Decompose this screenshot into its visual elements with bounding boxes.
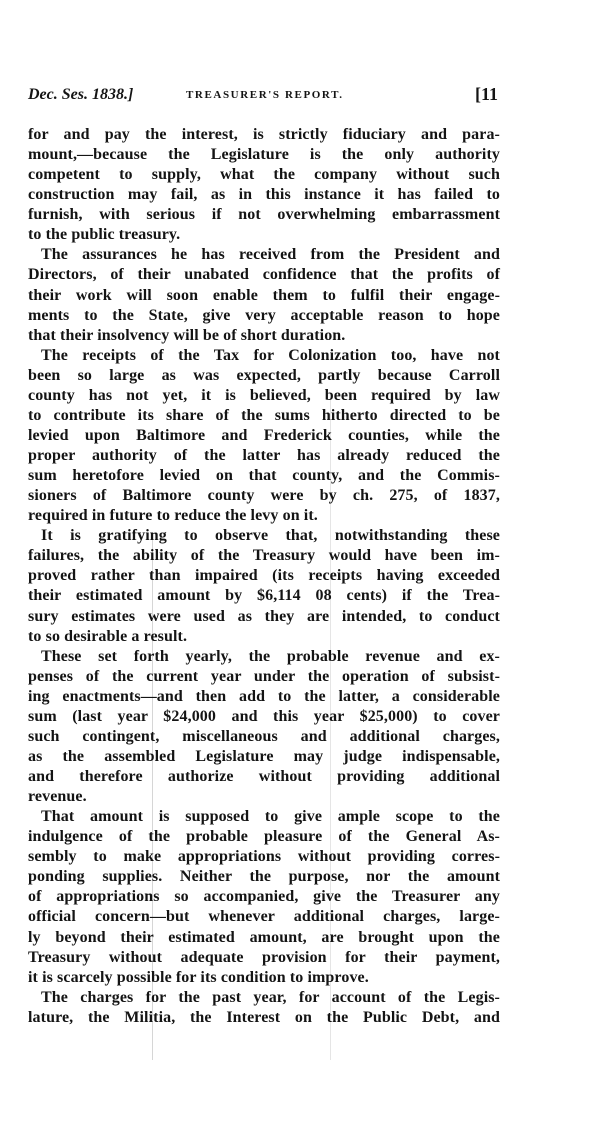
text-line: These set forth yearly, the probable revenue and ex-: [41, 647, 500, 665]
text-line: their work will soon enable them to fulfil their engage-: [28, 286, 500, 304]
text-line: to contribute its share of the sums hitherto directed to be: [28, 406, 500, 424]
text-line: proved rather than impaired (its receipts having exceeded: [28, 567, 500, 585]
text-line: The receipts of the Tax for Colonization too, have not: [41, 346, 500, 364]
text-line: sum (last year $24,000 and this year $25,000) to cover: [28, 707, 500, 725]
text-line: Treasury without adequate provision for their payment,: [28, 948, 500, 966]
text-line: of appropriations so accompanied, give the Treasurer any: [28, 888, 500, 906]
text-line: The assurances he has received from the President and: [41, 246, 500, 264]
text-line: construction may fail, as in this instance it has failed to: [28, 186, 500, 204]
text-line: to so desirable a result.: [28, 627, 188, 645]
text-line: ments to the State, give very acceptable reason to hope: [28, 306, 500, 324]
document-body: [28, 125, 500, 1028]
text-line: sembly to make appropriations without providing corres-: [28, 848, 500, 866]
paragraph: [28, 807, 500, 988]
text-line: it is scarcely possible for its condition to improve.: [28, 968, 369, 986]
session-label: Dec. Ses. 1838.]: [28, 86, 134, 103]
paragraph: [28, 526, 500, 646]
text-line: failures, the ability of the Treasury would have been im-: [28, 547, 500, 565]
report-title: TREASURER'S REPORT.: [186, 89, 344, 101]
text-line: for and pay the interest, is strictly fiduciary and para-: [28, 126, 500, 143]
text-line: sioners of Baltimore county were by ch. 275, of 1837,: [28, 487, 500, 505]
paragraph: [28, 245, 500, 345]
text-line: county has not yet, it is believed, been required by law: [28, 386, 500, 404]
text-line: That amount is supposed to give ample scope to the: [41, 808, 500, 826]
text-line: sury estimates were used as they are intended, to conduct: [28, 607, 500, 625]
text-line: revenue.: [28, 788, 87, 806]
page-number: [11: [474, 84, 498, 104]
text-line: The charges for the past year, for account of the Legis-: [41, 988, 500, 1006]
text-line: lature, the Militia, the Interest on the Public Debt, and: [28, 1008, 500, 1026]
running-header: [28, 86, 498, 110]
text-line: such contingent, miscellaneous and additional charges,: [28, 727, 500, 745]
text-line: to the public treasury.: [28, 226, 181, 244]
text-line: ing enactments—and then add to the latter, a considerable: [28, 687, 500, 705]
text-line: Directors, of their unabated confidence that the profits of: [28, 266, 500, 284]
text-line: and therefore authorize without providing additional: [28, 768, 500, 785]
text-line: furnish, with serious if not overwhelming embarrassment: [28, 206, 500, 224]
text-line: official concern—but whenever additional charges, large-: [28, 908, 500, 926]
text-line: sum heretofore levied on that county, and the Commis-: [28, 467, 500, 485]
text-line: levied upon Baltimore and Frederick counties, while the: [28, 426, 500, 444]
text-line: mount,—because the Legislature is the only authority: [28, 146, 500, 164]
text-line: competent to supply, what the company without such: [28, 166, 500, 184]
text-line: as the assembled Legislature may judge indispensable,: [28, 747, 500, 765]
text-line: ponding supplies. Neither the purpose, nor the amount: [28, 868, 500, 886]
text-line: ly beyond their estimated amount, are brought upon the: [28, 928, 500, 946]
paragraph: [28, 988, 500, 1028]
paragraph: [28, 346, 500, 527]
paragraph: [28, 647, 500, 808]
text-line: It is gratifying to observe that, notwithstanding these: [41, 527, 500, 545]
text-line: their estimated amount by $6,114 08 cents) if the Trea-: [28, 587, 500, 605]
paragraph: [28, 125, 500, 245]
text-line: required in future to reduce the levy on it.: [28, 507, 318, 525]
text-line: been so large as was expected, partly because Carroll: [28, 366, 500, 384]
text-line: proper authority of the latter has already reduced the: [28, 447, 500, 464]
text-line: indulgence of the probable pleasure of the General As-: [28, 828, 500, 846]
text-line: that their insolvency will be of short duration.: [28, 326, 346, 344]
text-line: penses of the current year under the operation of subsist-: [28, 667, 500, 685]
